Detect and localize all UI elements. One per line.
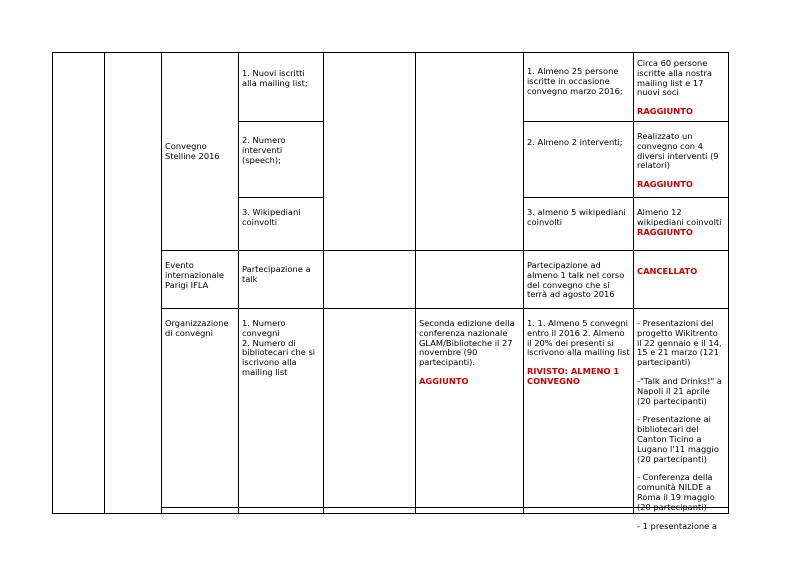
result-item: -"Talk and Drinks!" a Napoli il 21 aprile (20 partecipanti) bbox=[637, 375, 722, 406]
activity-title-stelline: Convegno Stelline 2016 bbox=[165, 141, 220, 161]
table-row-stelline-1 bbox=[53, 53, 729, 122]
blank-cell-convegni-col5 bbox=[324, 309, 416, 508]
indicator-cell-stelline-1: 1. Nuovi iscritti alla mailing list; bbox=[239, 53, 324, 122]
blank-cell-bottom-col3 bbox=[162, 508, 239, 514]
indicator-cell-stelline-2: 2. Numero interventi (speech); bbox=[239, 122, 324, 198]
blank-cell-stelline-col5 bbox=[324, 53, 416, 251]
result-cell-convegni bbox=[634, 309, 729, 531]
blank-cell-stelline-col6 bbox=[416, 53, 524, 251]
activity-cell-convegni bbox=[162, 309, 239, 508]
activity-title-ifla: Evento internazionale Parigi IFLA bbox=[165, 260, 225, 290]
result-cell-stelline-3: Almeno 12 wikipediani coinvolti RAGGIUNTO bbox=[634, 198, 729, 251]
blank-cell-ifla-col6 bbox=[416, 251, 524, 309]
result-cell-stelline-2: Realizzato un convegno con 4 diversi interventi (9 relatori) RAGGIUNTO bbox=[634, 122, 729, 198]
target-cell-stelline-2: 2. Almeno 2 interventi; bbox=[524, 122, 634, 198]
target-cell-stelline-3: 3. almeno 5 wikipediani coinvolti bbox=[524, 198, 634, 251]
indicator-cell-convegni: 1. Numero convegni 2. Numero di bibliotecari che si iscrivono alla mailing list bbox=[239, 309, 324, 508]
result-item: - 1 presentazione a bbox=[637, 520, 717, 531]
blank-cell-bottom-col6 bbox=[416, 508, 524, 514]
blank-cell-bottom-col4 bbox=[239, 508, 324, 514]
result-cell-ifla bbox=[634, 251, 729, 309]
activity-cell-stelline bbox=[162, 53, 239, 251]
activity-table bbox=[52, 52, 729, 531]
status-badge: RAGGIUNTO bbox=[637, 226, 693, 237]
status-badge: RAGGIUNTO bbox=[637, 179, 693, 190]
result-cell-stelline-1: Circa 60 persone iscritte alla nostra mailing list e 17 nuovi soci RAGGIUNTO bbox=[634, 53, 729, 122]
status-badge: RIVISTO: ALMENO 1 CONVEGNO bbox=[527, 366, 620, 386]
blank-cell-ifla-col5 bbox=[324, 251, 416, 309]
indicator-cell-stelline-3: 3. Wikipediani coinvolti bbox=[239, 198, 324, 251]
status-badge: AGGIUNTO bbox=[419, 375, 469, 386]
result-item: - Conferenza della comunità NILDE a Roma il 19 maggio (20 partecipanti) bbox=[637, 472, 715, 512]
status-badge: CANCELLATO bbox=[637, 266, 698, 276]
result-item: - Presentazioni del progetto Wikitrento il 22 gennaio e il 14, 15 e 21 marzo (121 partecipanti) bbox=[637, 318, 722, 368]
blank-cell-col1 bbox=[53, 53, 105, 514]
blank-cell-bottom-col7 bbox=[524, 508, 634, 514]
blank-cell-bottom-col5 bbox=[324, 508, 416, 514]
target-cell-ifla: Partecipazione ad almeno 1 talk nel corso del convegno che si terrà ad agosto 2016 bbox=[524, 251, 634, 309]
indicator-cell-ifla: Partecipazione a talk bbox=[239, 251, 324, 309]
result-item: - Presentazione ai bibliotecari del Canton Ticino a Lugano l'11 maggio (20 partecipanti) bbox=[637, 414, 719, 464]
status-badge: RAGGIUNTO bbox=[637, 106, 693, 117]
note-cell-convegni: Seconda edizione della conferenza nazionale GLAM/Biblioteche il 27 novembre (90 partecipanti). AGGIUNTO bbox=[416, 309, 524, 508]
activity-title-convegni: Organizzazione di convegni bbox=[165, 318, 229, 338]
blank-cell-col2 bbox=[105, 53, 162, 514]
target-cell-convegni: 1. 1. Almeno 5 convegni entro il 2016 2. Almeno il 20% dei presenti si iscrivono alla mailing list RIVISTO: ALMENO 1 CONVEGNO bbox=[524, 309, 634, 508]
activity-cell-ifla bbox=[162, 251, 239, 309]
target-cell-stelline-1: 1. Almeno 25 persone iscritte in occasione convegno marzo 2016; bbox=[524, 53, 634, 122]
